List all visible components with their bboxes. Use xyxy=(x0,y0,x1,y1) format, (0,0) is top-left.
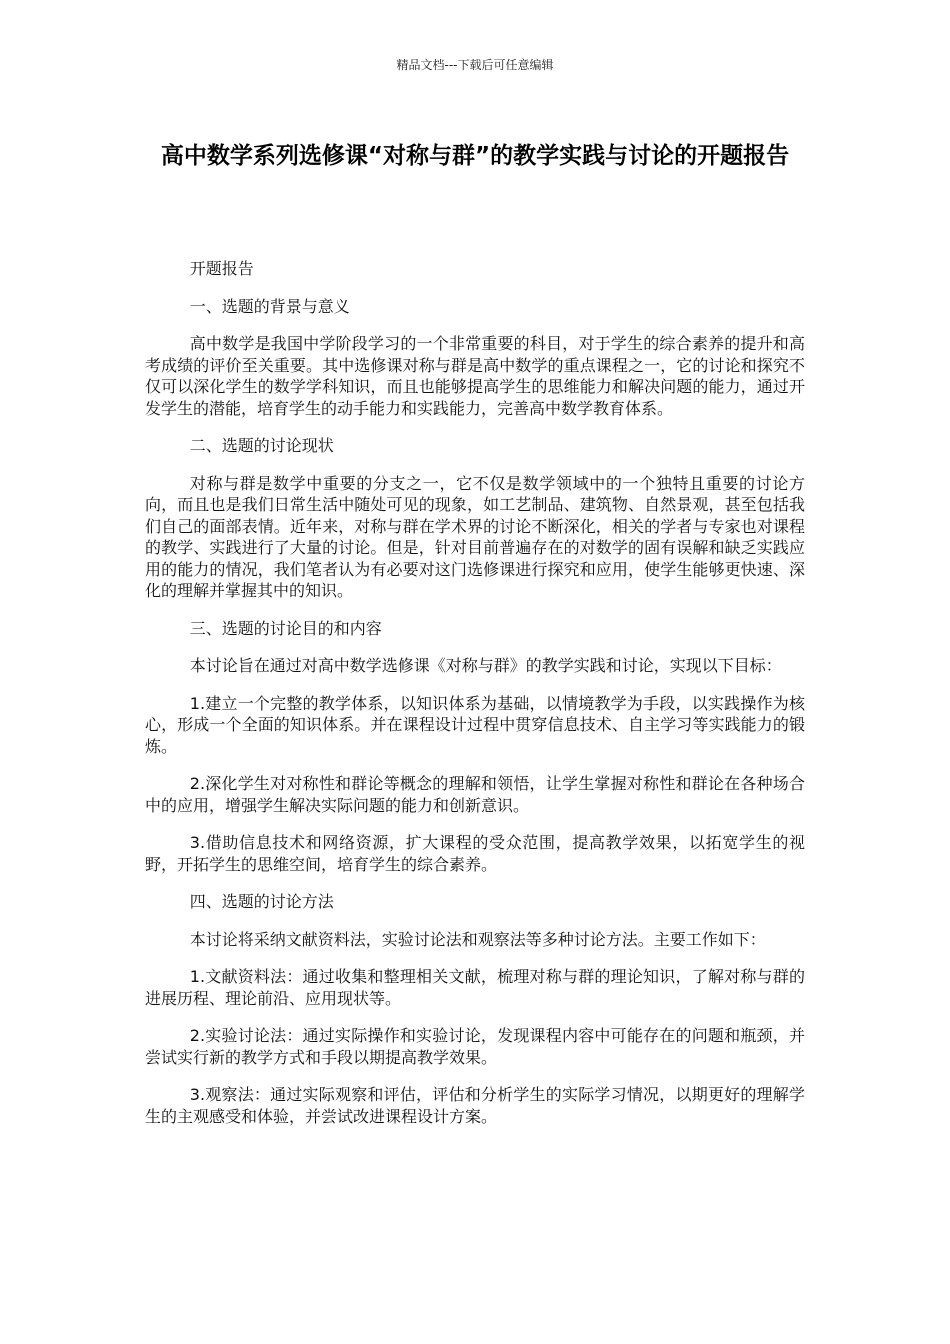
paragraph-methods-intro: 本讨论将采纳文献资料法，实验讨论法和观察法等多种讨论方法。主要工作如下： xyxy=(189,929,766,949)
document-title: 高中数学系列选修课“对称与群”的教学实践与讨论的开题报告 xyxy=(160,143,790,169)
list-item-method-3: 3.观察法：通过实际观察和评估，评估和分析学生的实际学习情况，以期更好的理解学生的主观感受和体验，并尝试改进课程设计方案。 xyxy=(145,1085,805,1126)
paragraph-report-label: 开题报告 xyxy=(189,259,254,278)
page-header-watermark: 精品文档---下载后可任意编辑 xyxy=(396,58,554,72)
document-body xyxy=(145,258,805,1143)
paragraph-status: 对称与群是数学中重要的分支之一，它不仅是数学领域中的一个独特且重要的讨论方向，而且也是我们日常生活中随处可见的现象，如工艺制品、建筑物、自然景观，甚至包括我们自己的面部表情。近年来，对称与群在学术界的讨论不断深化，相关的学者与专家也对课程的教学、实践进行了大量的讨论。但是，针对目前普遍存在的对数学的固有误解和缺乏实践应用的能力的情况，我们笔者认为有必要对这门选修课进行探究和应用，使学生能够更快速、深化的理解并掌握其中的知识。 xyxy=(145,473,805,600)
list-item-method-1: 1.文献资料法：通过收集和整理相关文献，梳理对称与群的理论知识，了解对称与群的进展历程、理论前沿、应用现状等。 xyxy=(145,967,805,1008)
list-item-goal-1: 1.建立一个完整的教学体系，以知识体系为基础，以情境教学为手段，以实践操作为核心，形成一个全面的知识体系。并在课程设计过程中贯穿信息技术、自主学习等实践能力的锻炼。 xyxy=(145,693,805,756)
section-heading-methods: 四、选题的讨论方法 xyxy=(189,892,334,911)
list-item-goal-2: 2.深化学生对对称性和群论等概念的理解和领悟，让学生掌握对称性和群论在各种场合中的应用，增强学生解决实际问题的能力和创新意识。 xyxy=(145,774,805,815)
section-heading-background: 一、选题的背景与意义 xyxy=(189,296,350,316)
paragraph-background: 高中数学是我国中学阶段学习的一个非常重要的科目，对于学生的综合素养的提升和高考成绩的评价至关重要。其中选修课对称与群是高中数学的重点课程之一，它的讨论和探究不仅可以深化学生的数学学科知识，而且也能够提高学生的思维能力和解决问题的能力，通过开发学生的潜能，培育学生的动手能力和实践能力，完善高中数学教育体系。 xyxy=(145,334,805,418)
section-heading-status: 二、选题的讨论现状 xyxy=(189,436,334,455)
paragraph-goals-intro: 本讨论旨在通过对高中数学选修课《对称与群》的教学实践和讨论，实现以下目标： xyxy=(189,656,782,675)
list-item-method-2: 2.实验讨论法：通过实际操作和实验讨论，发现课程内容中可能存在的问题和瓶颈，并尝试实行新的教学方式和手段以期提高教学效果。 xyxy=(145,1026,805,1067)
list-item-goal-3: 3.借助信息技术和网络资源，扩大课程的受众范围，提高教学效果，以拓宽学生的视野，开拓学生的思维空间，培育学生的综合素养。 xyxy=(145,833,805,874)
section-heading-goals: 三、选题的讨论目的和内容 xyxy=(189,618,382,638)
